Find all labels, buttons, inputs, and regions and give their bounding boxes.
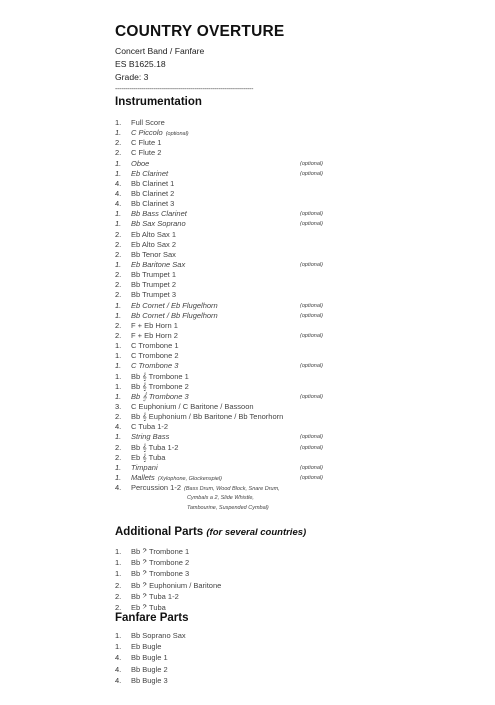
part-name: [131, 432, 169, 442]
part-count: 1.: [115, 558, 122, 568]
part-name-text: String Bass: [131, 432, 170, 442]
part-name-text: Bb 𝄢 Tuba 1-2: [131, 591, 179, 601]
list-item: [115, 591, 445, 602]
part-name-text: C Trombone 3: [131, 361, 179, 371]
part-name-text: C Flute 1: [131, 138, 162, 148]
part-name-text: Eb Cornet / Eb Flugelhorn: [131, 300, 218, 310]
optional-tag: (optional): [300, 444, 323, 451]
fanfare-parts-list: [115, 630, 445, 686]
part-name-text: Eb Alto Sax 1: [131, 229, 177, 239]
grade: Grade: 3: [115, 72, 149, 82]
part-name: [131, 463, 158, 473]
optional-tag: (optional): [300, 211, 323, 218]
list-item: [115, 630, 445, 641]
instrumentation-list: [115, 118, 445, 513]
part-count: 2.: [115, 442, 122, 452]
part-count: 1.: [115, 351, 122, 361]
part-count: 2.: [115, 290, 122, 300]
percussion-continuation: Tambourine, Suspended Cymbal): [187, 505, 269, 512]
part-name: [131, 301, 218, 311]
part-name-text: Full Score: [131, 118, 165, 127]
part-count: 1.: [115, 310, 122, 320]
part-count: 2.: [115, 239, 122, 249]
part-count: 4.: [115, 675, 122, 685]
part-name: [131, 546, 189, 557]
part-count: 2.: [115, 320, 122, 330]
part-name: [131, 148, 161, 158]
list-item: [115, 463, 445, 473]
list-item: [115, 422, 445, 432]
part-name: [131, 591, 179, 602]
list-item: [115, 280, 445, 290]
fanfare-parts-heading: Fanfare Parts: [115, 612, 189, 624]
part-count: 1.: [115, 361, 122, 371]
list-item: [115, 392, 445, 402]
part-name-text: C Tuba 1-2: [131, 422, 169, 432]
optional-tag: (optional): [300, 170, 323, 177]
part-note: (optional): [165, 131, 189, 138]
part-name: [131, 209, 187, 219]
list-item: [115, 260, 445, 270]
part-name-text: C Trombone 2: [131, 351, 179, 361]
part-count: 1.: [115, 259, 122, 269]
part-name: [131, 331, 178, 341]
subtitle: Concert Band / Fanfare: [115, 46, 205, 56]
part-count: 4.: [115, 653, 122, 663]
part-name: [131, 321, 178, 331]
part-count: 4.: [115, 188, 122, 198]
part-name: [131, 290, 176, 300]
part-count: 4.: [115, 178, 122, 188]
part-count: 2.: [115, 412, 122, 422]
page-title: COUNTRY OVERTURE: [115, 23, 285, 40]
part-count: 1.: [115, 642, 122, 652]
part-name-text: Mallets: [131, 472, 155, 482]
part-name: [131, 641, 161, 652]
optional-tag: (optional): [300, 393, 323, 400]
optional-tag: (optional): [300, 464, 323, 471]
part-count: 1.: [115, 168, 122, 178]
part-name: [131, 402, 254, 412]
part-count: 1.: [115, 219, 122, 229]
list-item: [115, 290, 445, 300]
part-name-text: Bb Trumpet 2: [131, 280, 177, 290]
part-name-text: Bb Clarinet 3: [131, 199, 175, 209]
part-name: [131, 118, 165, 128]
part-count: 2.: [115, 580, 122, 590]
part-name: [131, 280, 176, 290]
optional-tag: (optional): [300, 474, 323, 481]
part-name-text: Bb Trumpet 3: [131, 290, 177, 300]
list-item: [115, 641, 445, 652]
divider-rule: --------------------------------------------------------------------: [115, 86, 254, 93]
part-count: 1.: [115, 462, 122, 472]
list-item: [115, 361, 445, 371]
part-name-text: C Trombone 1: [131, 341, 179, 351]
list-item: [115, 270, 445, 280]
part-name: [131, 169, 168, 179]
part-name-text: Bb Soprano Sax: [131, 631, 186, 640]
additional-parts-title: Additional Parts: [115, 526, 204, 538]
part-name-text: Eb Bugle: [131, 642, 162, 652]
list-item: [115, 219, 445, 229]
list-item: [115, 443, 445, 453]
list-item: [115, 652, 445, 663]
list-item: [115, 351, 445, 361]
part-count: 2.: [115, 148, 122, 158]
list-item: [115, 148, 445, 158]
part-name: [131, 372, 189, 382]
part-count: 3.: [115, 401, 122, 411]
part-count: 1.: [115, 371, 122, 381]
list-item: [115, 321, 445, 331]
list-item: [115, 209, 445, 219]
part-count: 4.: [115, 422, 122, 432]
part-name-text: Percussion 1-2: [131, 483, 182, 493]
list-item: [115, 557, 445, 568]
part-name: [131, 392, 189, 402]
part-name-text: Bb Tenor Sax: [131, 249, 176, 259]
part-name-text: F + Eb Horn 1: [131, 320, 178, 330]
part-name-text: Bb 𝄢 Trombone 1: [131, 547, 190, 556]
part-name: [131, 412, 283, 422]
part-name-text: Bb 𝄢 Euphonium / Baritone: [131, 580, 222, 590]
part-name-text: C Euphonium / C Baritone / Bassoon: [131, 401, 254, 411]
list-item: [115, 311, 445, 321]
part-name: [131, 453, 165, 463]
part-name-text: Eb 𝄢 Tuba: [131, 602, 166, 612]
part-name: [131, 664, 168, 675]
list-item: [115, 331, 445, 341]
part-name-text: Bb 𝄢 Trombone 2: [131, 558, 190, 568]
part-name: [131, 189, 174, 199]
list-item: [115, 301, 445, 311]
part-name-text: Bb 𝄞 Tuba 1-2: [131, 442, 179, 452]
part-name: [131, 311, 218, 321]
part-name-text: Eb Alto Sax 2: [131, 239, 177, 249]
part-name-text: Eb 𝄞 Tuba: [131, 452, 166, 462]
part-name: [131, 159, 149, 169]
part-name: [131, 652, 168, 663]
part-count: 1.: [115, 209, 122, 219]
part-name: [131, 382, 189, 392]
list-item: [115, 453, 445, 463]
part-name-text: Bb 𝄞 Trombone 3: [131, 391, 189, 401]
list-item: [115, 169, 445, 179]
part-count: 1.: [115, 128, 122, 138]
list-item: [115, 118, 445, 128]
part-name: [131, 219, 186, 229]
list-item: [115, 372, 445, 382]
part-count: 2.: [115, 270, 122, 280]
list-item: [115, 138, 445, 148]
list-item: [115, 159, 445, 169]
part-note: (Bass Drum, Wood Block, Snare Drum,: [184, 486, 280, 493]
part-name-text: F + Eb Horn 2: [131, 330, 178, 340]
part-count: 4.: [115, 199, 122, 209]
part-count: 1.: [115, 547, 122, 556]
part-name: [131, 179, 174, 189]
optional-tag: (optional): [300, 261, 323, 268]
list-item: [115, 179, 445, 189]
list-item: [115, 580, 445, 591]
part-name-text: Eb Baritone Sax: [131, 259, 186, 269]
part-note: (Xylophone, Glockenspiel): [157, 475, 222, 482]
part-name: [131, 580, 221, 591]
part-count: 1.: [115, 300, 122, 310]
part-name: [131, 341, 179, 351]
part-name: [131, 230, 176, 240]
list-item: [115, 189, 445, 199]
list-item: [115, 432, 445, 442]
part-count: 2.: [115, 229, 122, 239]
list-item: [115, 546, 445, 557]
list-item: [115, 382, 445, 392]
optional-tag: (optional): [300, 302, 323, 309]
part-name-text: Bb 𝄞 Trombone 1: [131, 371, 189, 381]
list-item: [115, 664, 445, 675]
optional-tag: (optional): [300, 221, 323, 228]
optional-tag: (optional): [300, 434, 323, 441]
part-count: 4.: [115, 664, 122, 674]
part-name: [131, 557, 189, 568]
additional-parts-subtitle: (for several countries): [206, 527, 307, 538]
instrumentation-heading: Instrumentation: [115, 96, 202, 108]
part-count: 1.: [115, 391, 122, 401]
part-name-text: Bb Clarinet 2: [131, 188, 175, 198]
part-name-text: Bb Clarinet 1: [131, 178, 175, 188]
part-count: 4.: [115, 483, 122, 493]
catalog-code: ES B1625.18: [115, 59, 166, 69]
part-count: 1.: [115, 381, 122, 391]
part-count: 2.: [115, 452, 122, 462]
part-name-text: Eb Clarinet: [131, 168, 169, 178]
part-name-text: Bb 𝄞 Trombone 2: [131, 381, 189, 391]
part-count: 2.: [115, 249, 122, 259]
optional-tag: (optional): [300, 160, 323, 167]
part-count: 1.: [115, 472, 122, 482]
list-item: [115, 341, 445, 351]
part-name: [131, 199, 174, 209]
additional-parts-heading: [115, 526, 306, 538]
part-name: [131, 443, 178, 453]
part-name-text: Timpani: [131, 462, 158, 472]
list-item: [115, 230, 445, 240]
part-count: 1.: [115, 341, 122, 351]
optional-tag: (optional): [300, 363, 323, 370]
part-name: [131, 568, 189, 579]
part-name-text: Bb Bugle 1: [131, 653, 168, 663]
optional-tag: (optional): [300, 332, 323, 339]
part-name: [131, 138, 161, 148]
part-count: 1.: [115, 432, 122, 442]
part-count: 2.: [115, 591, 122, 601]
part-count: 1.: [115, 158, 122, 168]
list-item: [115, 128, 445, 138]
list-item: [115, 402, 445, 412]
optional-tag: (optional): [300, 312, 323, 319]
part-name: [131, 250, 176, 260]
part-count: 2.: [115, 330, 122, 340]
part-name-text: Bb Cornet / Bb Flugelhorn: [131, 310, 218, 320]
part-count: 2.: [115, 138, 122, 148]
part-name-text: Bb Bugle 3: [131, 675, 168, 685]
part-name-text: Bb 𝄞 Euphonium / Bb Baritone / Bb Tenorhorn: [131, 412, 284, 422]
list-item: [115, 568, 445, 579]
list-item: [115, 199, 445, 209]
list-item: [115, 473, 445, 483]
percussion-continuation: Cymbals a 2, Slide Whistle,: [187, 495, 254, 502]
additional-parts-list: [115, 546, 445, 613]
part-count: 1.: [115, 569, 122, 579]
part-name: [131, 270, 176, 280]
list-item: [115, 250, 445, 260]
part-name-text: Bb 𝄢 Trombone 3: [131, 569, 190, 579]
part-count: 2.: [115, 602, 122, 612]
part-name: [131, 675, 168, 686]
part-name: [131, 240, 176, 250]
part-name: [131, 630, 186, 641]
part-name-text: Oboe: [131, 158, 150, 168]
list-item: [115, 483, 445, 493]
part-name-text: Bb Trumpet 1: [131, 270, 177, 280]
list-item: [115, 675, 445, 686]
part-name-text: Bb Bugle 2: [131, 664, 168, 674]
part-count: 1.: [115, 118, 122, 127]
part-name: [131, 422, 168, 432]
part-name-text: Bb Bass Clarinet: [131, 209, 187, 219]
part-name: [131, 260, 185, 270]
part-name-text: Bb Sax Soprano: [131, 219, 186, 229]
list-item: [115, 412, 445, 422]
part-count: 2.: [115, 280, 122, 290]
part-name-text: C Flute 2: [131, 148, 162, 158]
part-name: [131, 351, 179, 361]
part-count: 1.: [115, 631, 122, 640]
part-name: [131, 361, 178, 371]
list-item: [115, 240, 445, 250]
part-name-text: C Piccolo: [131, 128, 163, 138]
